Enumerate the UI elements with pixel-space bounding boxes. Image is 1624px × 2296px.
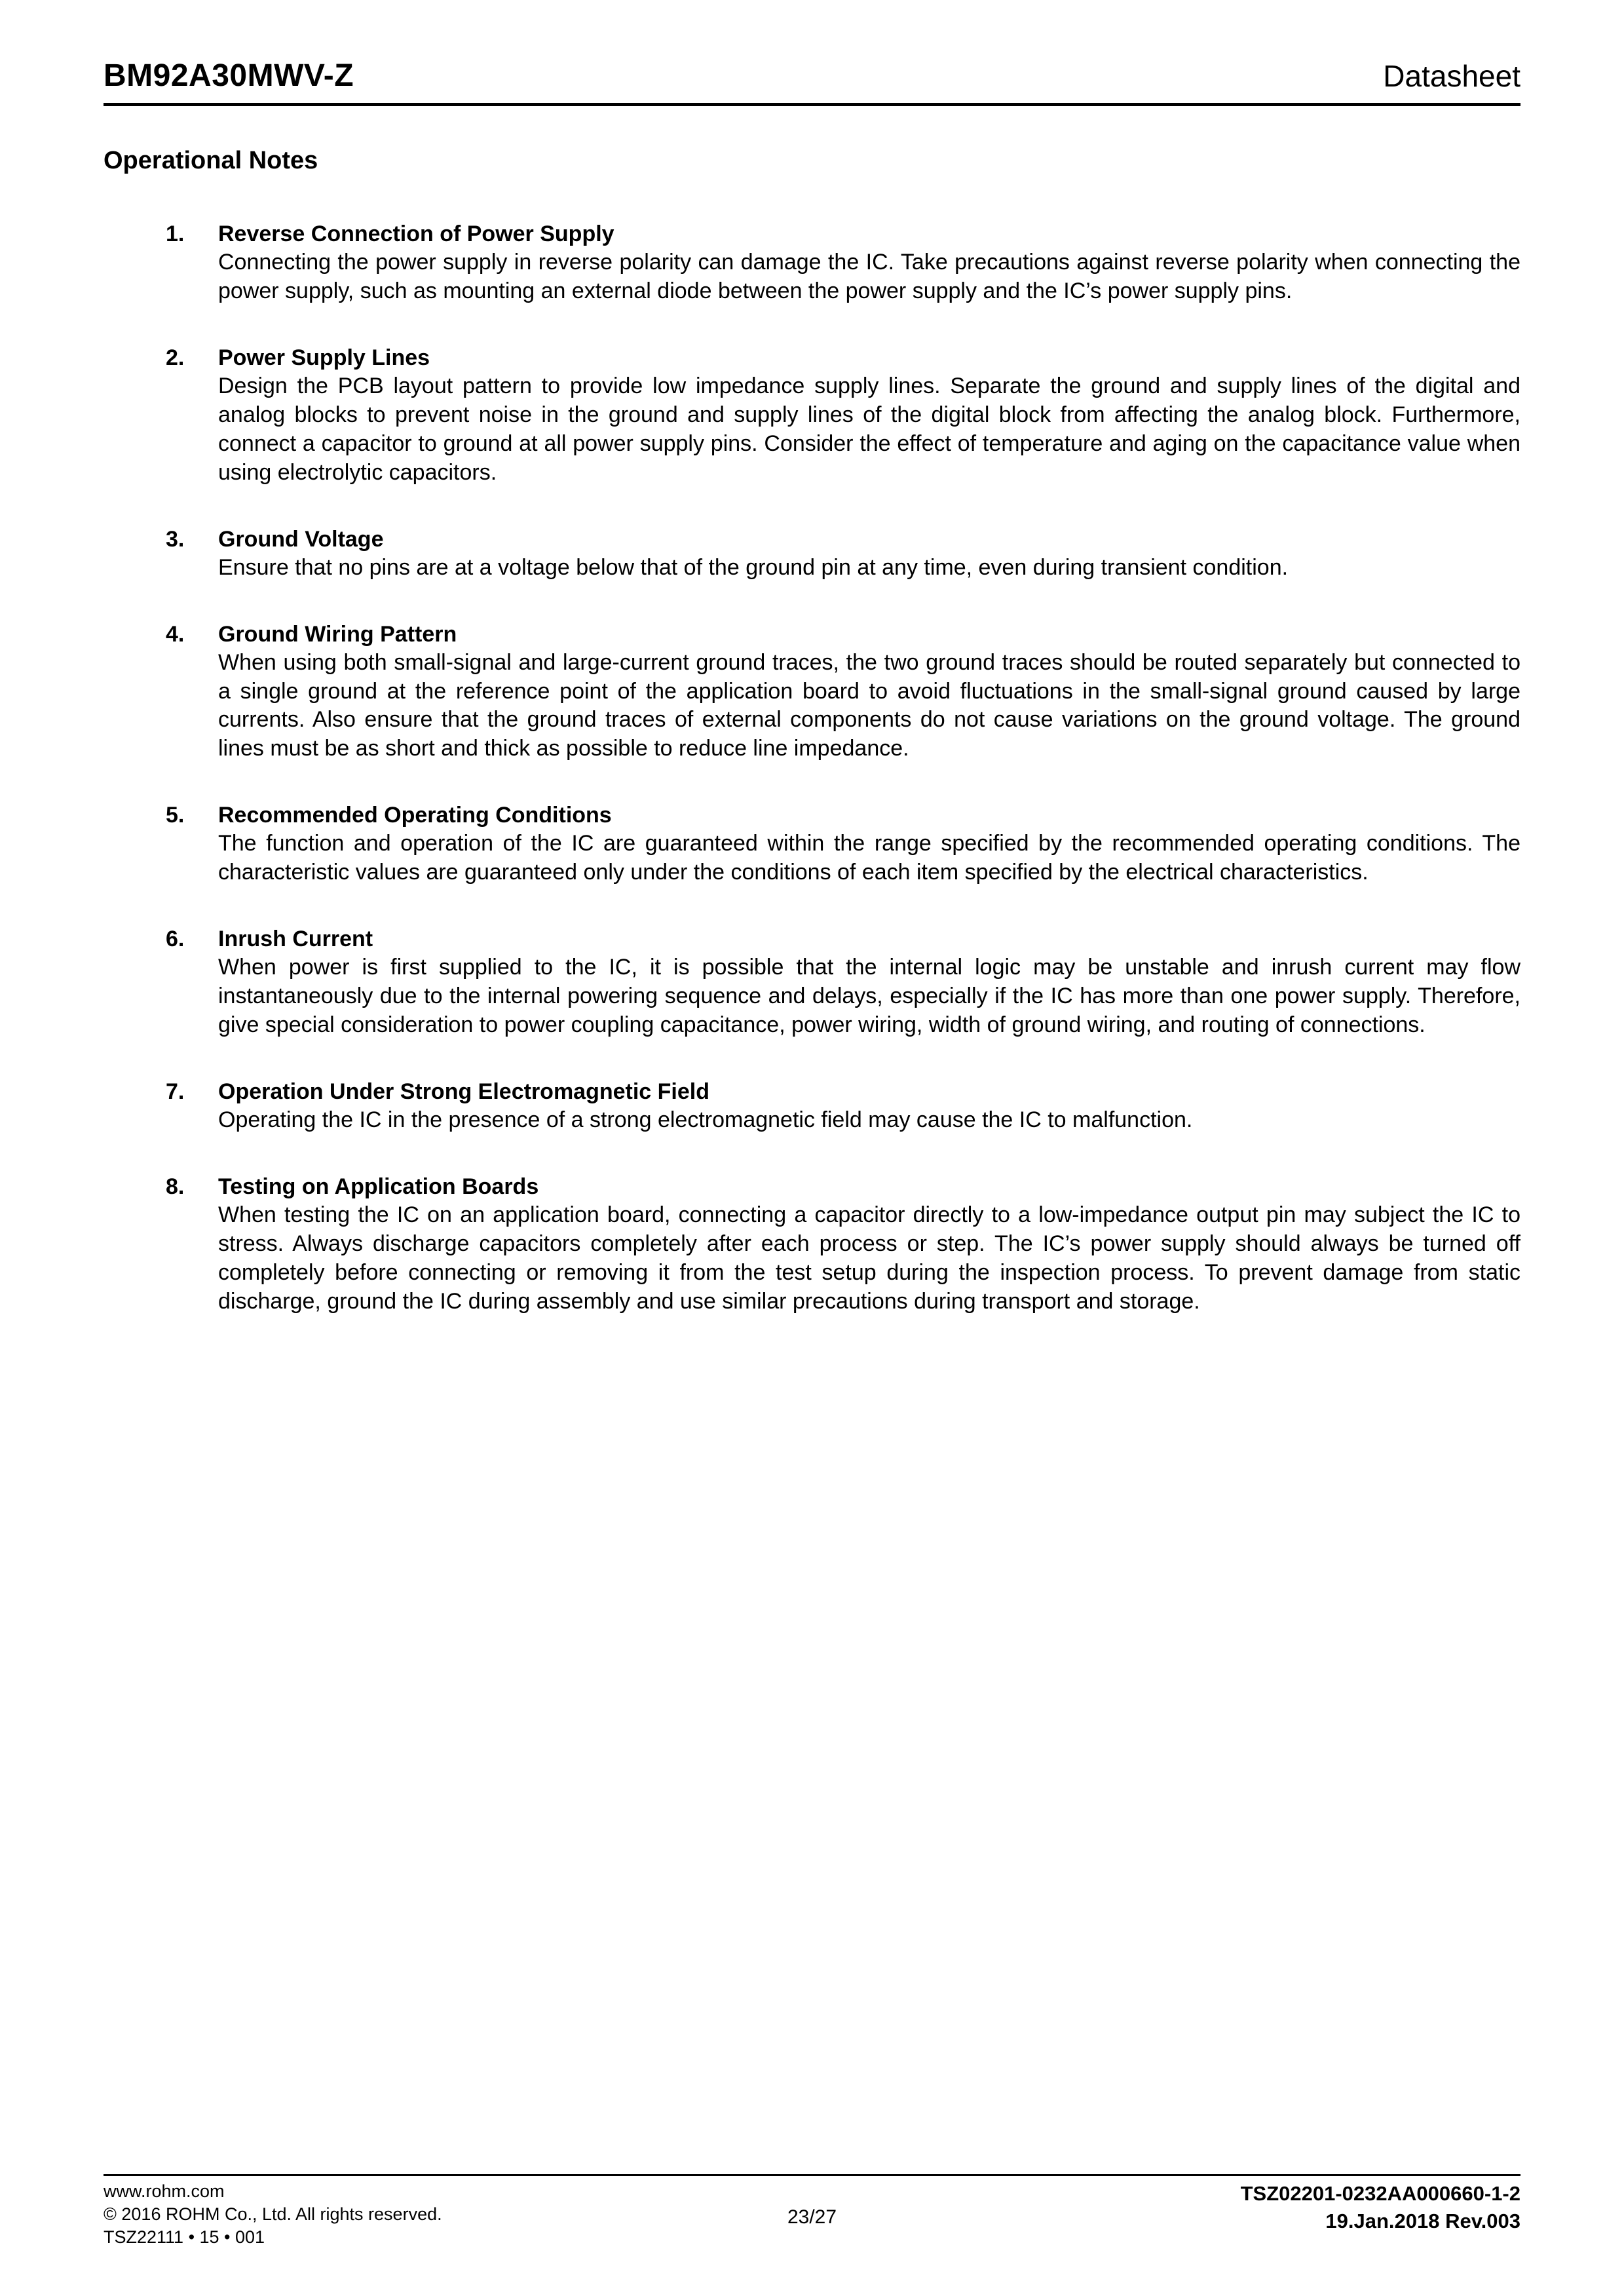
page-title: Operational Notes — [104, 147, 318, 174]
operational-notes-list — [104, 220, 1520, 1316]
note-body: When testing the IC on an application board, connecting a capacitor directly to a low-impedance output pin may subject the IC to stress. Always discharge capacitors completely after each process or step. The IC’s power supply should always be turned off completely before connecting or removing it from the test setup during the inspection process. To prevent damage from static discharge, ground the IC during assembly and use similar precautions during transport and storage. — [218, 1202, 1520, 1314]
note-item-1 — [166, 220, 1520, 306]
note-item-4 — [166, 620, 1520, 764]
note-title: Power Supply Lines — [218, 345, 430, 370]
note-title: Ground Voltage — [218, 526, 384, 552]
note-item-2 — [166, 343, 1520, 488]
note-body: Connecting the power supply in reverse polarity can damage the IC. Take precautions against reverse polarity when connecting the power supply, such as mounting an external diode between the power supply and the IC’s power supply pins. — [218, 250, 1520, 304]
note-title: Recommended Operating Conditions — [218, 803, 612, 828]
page-footer — [104, 2174, 1520, 2249]
note-title: Reverse Connection of Power Supply — [218, 221, 614, 246]
note-content — [218, 1172, 1520, 1316]
footer-doc-code: TSZ22111 • 15 • 001 — [104, 2227, 265, 2247]
note-item-7 — [166, 1077, 1520, 1135]
page-header — [104, 58, 1520, 106]
note-number: 7. — [166, 1079, 185, 1104]
note-content — [218, 220, 1520, 306]
footer-copyright: © 2016 ROHM Co., Ltd. All rights reserved. — [104, 2204, 442, 2224]
note-body: The function and operation of the IC are guaranteed within the range specified by the recommended operating conditions. The characteristic values are guaranteed only under the conditions of each item specified by the electrical characteristics. — [218, 831, 1520, 885]
footer-page-number: 23/27 — [787, 2206, 837, 2229]
note-item-5 — [166, 801, 1520, 887]
note-body: When using both small-signal and large-current ground traces, the two ground traces should be routed separately but connected to a single ground at the reference point of the application board to avoid fluctuations in the small-signal ground caused by large currents. Also ensure that the ground traces of external components do not cause variations on the ground voltage. The ground lines must be as short and thick as possible to reduce line impedance. — [218, 649, 1520, 761]
footer-revision: 19.Jan.2018 Rev.003 — [1325, 2209, 1520, 2232]
note-content — [218, 343, 1520, 488]
note-body: Operating the IC in the presence of a strong electromagnetic field may cause the IC to malfunction. — [218, 1107, 1193, 1133]
note-title: Operation Under Strong Electromagnetic Field — [218, 1079, 709, 1104]
note-title: Testing on Application Boards — [218, 1174, 539, 1199]
part-number: BM92A30MWV-Z — [104, 58, 354, 93]
note-number: 2. — [166, 345, 185, 370]
note-content — [218, 525, 1520, 583]
note-content — [218, 620, 1520, 764]
doc-type-label: Datasheet — [1383, 59, 1520, 93]
note-number: 4. — [166, 621, 185, 647]
note-body: When power is first supplied to the IC, it is possible that the internal logic may be unstable and inrush current may flow instantaneously due to the internal powering sequence and delays, especially if the IC has more than one power supply. Therefore, give special consideration to power coupling capacitance, power wiring, width of ground wiring, and routing of connections. — [218, 955, 1520, 1038]
note-content — [218, 1077, 1520, 1135]
note-item-6 — [166, 925, 1520, 1040]
footer-website: www.rohm.com — [104, 2181, 225, 2201]
note-number: 1. — [166, 221, 185, 246]
footer-left-block — [104, 2180, 787, 2249]
footer-right-block — [837, 2180, 1520, 2235]
note-item-8 — [166, 1172, 1520, 1316]
note-body: Design the PCB layout pattern to provide low impedance supply lines. Separate the ground and supply lines of the digital and analog blocks to prevent noise in the ground and supply lines of the digital block from affecting the analog block. Furthermore, connect a capacitor to ground at all power supply pins. Consider the effect of temperature and aging on the capacitance value when using electrolytic capacitors. — [218, 373, 1520, 485]
note-number: 6. — [166, 927, 185, 952]
note-title: Inrush Current — [218, 927, 373, 952]
note-number: 3. — [166, 526, 185, 552]
note-content — [218, 925, 1520, 1040]
note-content — [218, 801, 1520, 887]
note-number: 5. — [166, 803, 185, 828]
note-number: 8. — [166, 1174, 185, 1199]
note-body: Ensure that no pins are at a voltage below that of the ground pin at any time, even during transient condition. — [218, 554, 1289, 580]
note-item-3 — [166, 525, 1520, 583]
footer-doc-id: TSZ02201-0232AA000660-1-2 — [1240, 2181, 1520, 2205]
note-title: Ground Wiring Pattern — [218, 621, 457, 647]
